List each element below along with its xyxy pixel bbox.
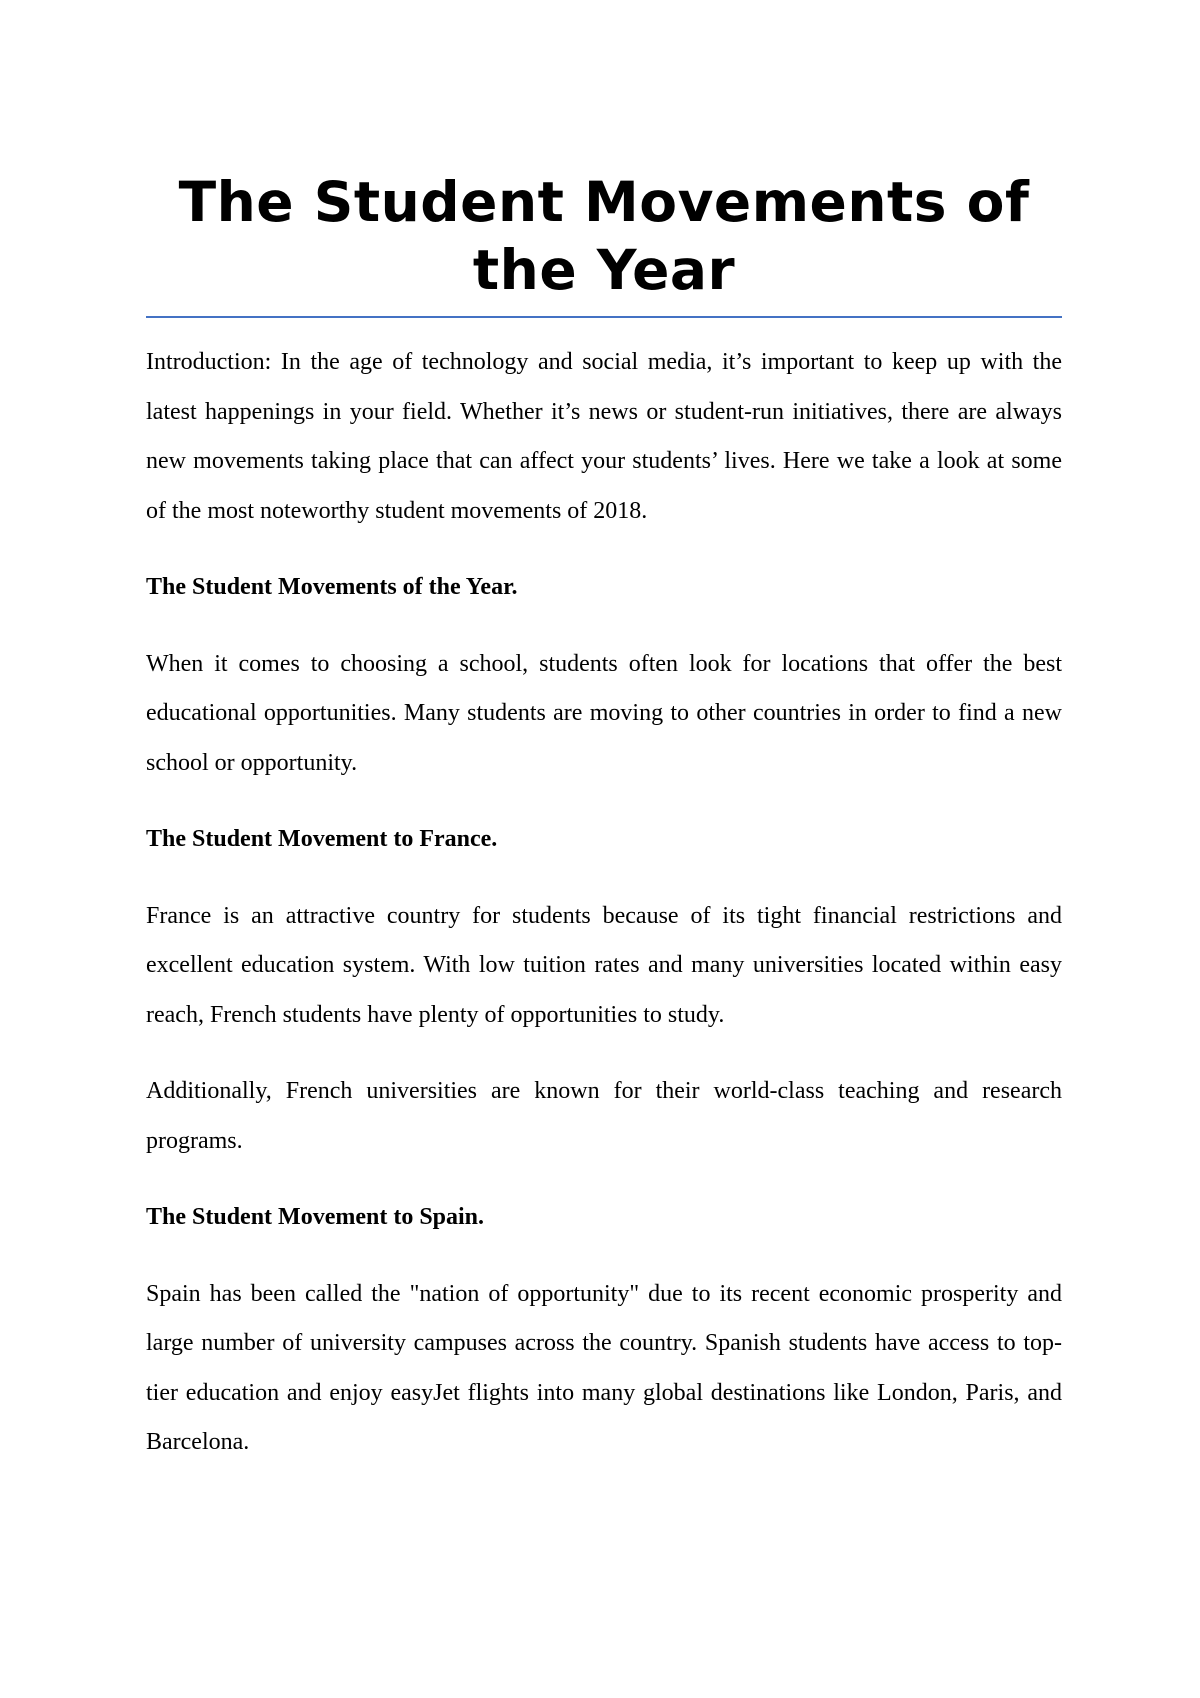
section-heading-france: The Student Movement to France. [146,826,498,852]
section-heading-spain: The Student Movement to Spain. [146,1204,485,1230]
title-underline [146,316,1062,318]
section-heading-student-movements: The Student Movements of the Year. [146,574,518,600]
paragraph-france: France is an attractive country for students because of its tight financial restrictions and excellent education system. With low tuition rates and many universities located within easy reach, French students have plenty of opportunities to study. [146,902,1062,1028]
paragraph-france-additional: Additionally, French universities are known for their world-class teaching and research programs. [146,1078,1062,1154]
intro-paragraph: Introduction: In the age of technology and social media, it’s important to keep up with the latest happenings in your field. Whether it’s news or student-run initiatives, there are always new movements taking place that can affect your students’ lives. Here we take a look at some of the most noteworthy student movements of 2018. [146,349,1062,524]
paragraph-spain: Spain has been called the "nation of opportunity" due to its recent economic prosperity and large number of university campuses across the country. Spanish students have access to top-tier education and enjoy easyJet flights into many global destinations like London, Paris, and Barcelona. [146,1280,1062,1455]
document-page [146,0,1062,1468]
document-title: The Student Movements of the Year [178,170,1030,302]
paragraph-choosing-school: When it comes to choosing a school, students often look for locations that offer the best educational opportunities. Many students are moving to other countries in order to find a new school or opportunity. [146,650,1062,776]
